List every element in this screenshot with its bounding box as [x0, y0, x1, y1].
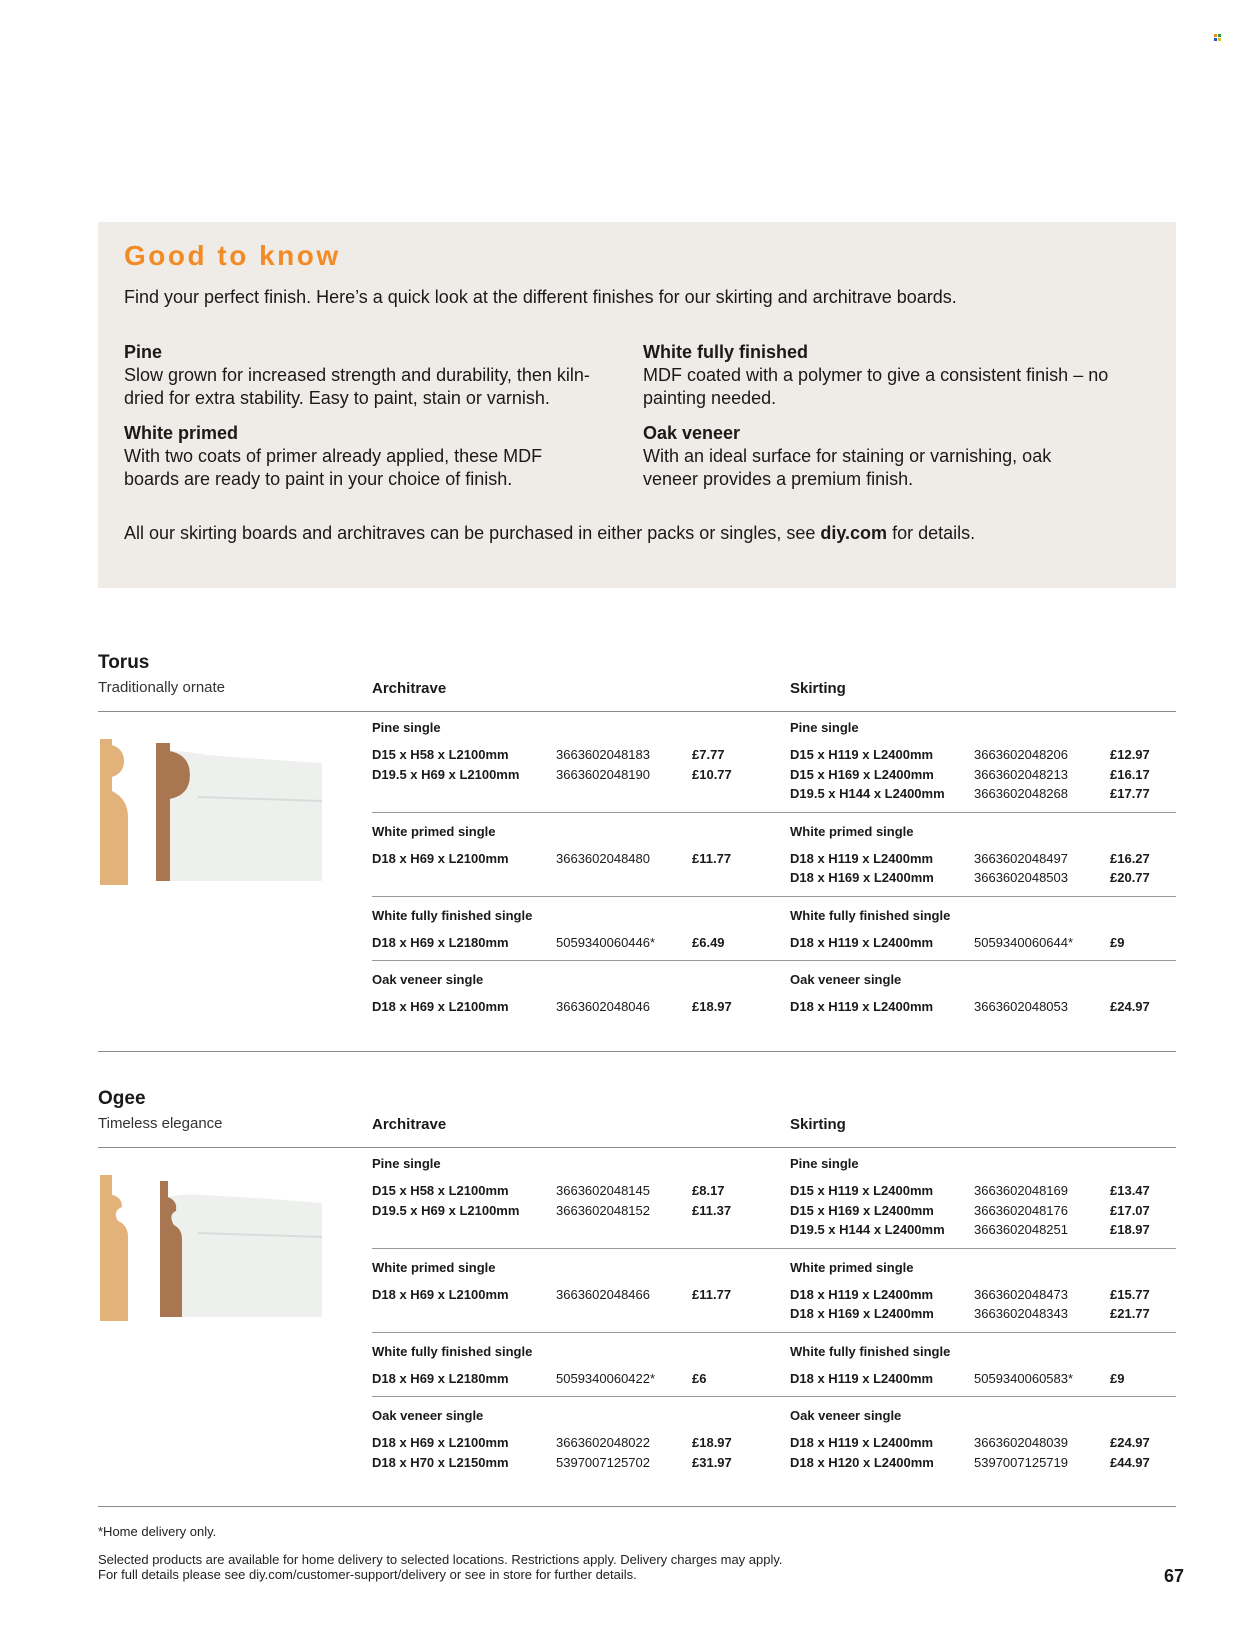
product-price: £11.77 [692, 1286, 732, 1302]
product-price: £24.97 [1110, 999, 1150, 1014]
architrave-heading: Architrave [372, 680, 447, 697]
product-price: £20.77 [1110, 870, 1150, 885]
product-price: £11.37 [692, 1202, 732, 1218]
skirting-group-heading: Pine single [790, 720, 859, 735]
product-dimensions: D15 x H58 x L2100mm [372, 1183, 509, 1198]
finish-white-primed [124, 422, 584, 491]
finish-oak-veneer [643, 422, 1083, 491]
product-price: £10.77 [692, 766, 732, 782]
product-dimensions: D19.5 x H69 x L2100mm [372, 1202, 520, 1218]
product-price: £18.97 [692, 999, 732, 1014]
product-code: 3663602048183 [556, 747, 650, 762]
skirting-group-heading: White primed single [790, 1259, 914, 1275]
product-code: 5059340060644* [974, 934, 1074, 950]
product-price: £18.97 [1110, 1222, 1150, 1237]
skirting-group-heading: Pine single [790, 1156, 859, 1171]
architrave-group-heading: Pine single [372, 1156, 441, 1171]
product-code: 3663602048480 [556, 850, 650, 866]
finish-name: Oak veneer [643, 423, 741, 443]
product-code: 3663602048466 [556, 1286, 650, 1302]
section-top-rule [98, 711, 1176, 712]
product-code: 3663602048169 [974, 1183, 1068, 1198]
profile-image [98, 1173, 324, 1328]
profile-image [98, 737, 324, 892]
product-price: £21.77 [1110, 1306, 1150, 1321]
skirting-heading: Skirting [790, 680, 846, 697]
finish-desc: Slow grown for increased strength and durability, then kiln-dried for extra stability. Easy to paint, stain or varnish. [124, 365, 590, 408]
product-dimensions: D15 x H169 x L2400mm [790, 1202, 934, 1218]
product-code: 3663602048046 [556, 999, 650, 1014]
finish-white-fully-finished [643, 341, 1113, 410]
group-divider [372, 896, 1176, 897]
section-title: Torus [98, 652, 150, 673]
section-bottom-rule [98, 1506, 1176, 1507]
product-code: 5059340060583* [974, 1370, 1074, 1386]
product-dimensions: D15 x H58 x L2100mm [372, 747, 509, 762]
product-price: £6 [692, 1370, 707, 1386]
product-code: 3663602048343 [974, 1306, 1068, 1321]
product-code: 3663602048039 [974, 1435, 1068, 1450]
section-subtitle: Traditionally ornate [98, 679, 226, 696]
product-code: 3663602048473 [974, 1286, 1068, 1302]
product-price: £15.77 [1110, 1286, 1150, 1302]
product-price: £24.97 [1110, 1435, 1150, 1450]
architrave-group-heading: White fully finished single [372, 907, 533, 923]
finish-pine [124, 341, 594, 410]
product-code: 5059340060446* [556, 934, 656, 950]
product-price: £17.77 [1110, 786, 1150, 801]
finish-name: White primed [124, 423, 239, 443]
product-code: 3663602048213 [974, 766, 1068, 782]
skirting-group-heading: White fully finished single [790, 907, 951, 923]
architrave-group-heading: Oak veneer single [372, 1408, 484, 1423]
group-divider [372, 812, 1176, 813]
product-dimensions: D15 x H119 x L2400mm [790, 747, 934, 762]
page-number: 67 [1163, 1566, 1184, 1586]
product-code: 3663602048251 [974, 1222, 1068, 1237]
group-divider [372, 960, 1176, 961]
section-title: Ogee [98, 1088, 146, 1109]
architrave-heading: Architrave [372, 1116, 447, 1133]
product-dimensions: D15 x H169 x L2400mm [790, 766, 934, 782]
product-price: £44.97 [1110, 1454, 1150, 1470]
skirting-group-heading: White fully finished single [790, 1343, 951, 1359]
product-price: £6.49 [692, 934, 725, 950]
section-top-rule [98, 1147, 1176, 1148]
product-price: £13.47 [1110, 1183, 1150, 1198]
profile-illustration [98, 1173, 324, 1323]
product-code: 5397007125702 [556, 1454, 650, 1470]
architrave-group-heading: Pine single [372, 720, 441, 735]
product-dimensions: D18 x H120 x L2400mm [790, 1454, 934, 1470]
architrave-group-heading: Oak veneer single [372, 972, 484, 987]
product-dimensions: D19.5 x H144 x L2400mm [790, 1222, 945, 1237]
group-divider [372, 1332, 1176, 1333]
product-price: £16.17 [1110, 766, 1150, 782]
product-price: £16.27 [1110, 850, 1150, 866]
product-code: 5397007125719 [974, 1454, 1068, 1470]
info-footer-text: All our skirting boards and architraves can be purchased in either packs or singles, see [124, 523, 821, 543]
product-dimensions: D18 x H119 x L2400mm [790, 850, 934, 866]
product-dimensions: D18 x H119 x L2400mm [790, 1286, 934, 1302]
diy-link[interactable]: diy.com [820, 523, 888, 543]
product-code: 3663602048176 [974, 1202, 1068, 1218]
product-dimensions: D18 x H69 x L2100mm [372, 1435, 509, 1450]
product-dimensions: D15 x H119 x L2400mm [790, 1183, 934, 1198]
architrave-group-heading: White primed single [372, 1259, 496, 1275]
product-code: 3663602048503 [974, 870, 1068, 885]
delivery-info-line-1: Selected products are available for home delivery to selected locations. Restrictions apply. Delivery charges may apply. [98, 1552, 783, 1567]
product-price: £7.77 [692, 747, 725, 762]
architrave-group-heading: White fully finished single [372, 1343, 533, 1359]
product-dimensions: D18 x H119 x L2400mm [790, 1435, 934, 1450]
product-code: 3663602048206 [974, 747, 1068, 762]
product-dimensions: D18 x H119 x L2400mm [790, 1370, 934, 1386]
product-code: 3663602048497 [974, 850, 1068, 866]
skirting-heading: Skirting [790, 1116, 846, 1133]
good-to-know-panel [98, 222, 1176, 588]
product-dimensions: D18 x H69 x L2100mm [372, 999, 509, 1014]
product-price: £8.17 [692, 1183, 725, 1198]
pine-profile-shape [100, 739, 128, 885]
skirting-group-heading: Oak veneer single [790, 972, 902, 987]
product-dimensions: D19.5 x H69 x L2100mm [372, 766, 520, 782]
product-dimensions: D18 x H70 x L2150mm [372, 1454, 509, 1470]
product-code: 5059340060422* [556, 1370, 656, 1386]
pine-profile-shape [100, 1175, 128, 1321]
product-dimensions: D18 x H119 x L2400mm [790, 999, 934, 1014]
product-code: 3663602048190 [556, 766, 650, 782]
product-code: 3663602048145 [556, 1183, 650, 1198]
product-dimensions: D18 x H169 x L2400mm [790, 870, 934, 885]
finish-desc: With two coats of primer already applied, these MDF boards are ready to paint in your choice of finish. [124, 446, 543, 489]
group-divider [372, 1248, 1176, 1249]
product-dimensions: D18 x H69 x L2100mm [372, 850, 509, 866]
delivery-info-line-2: For full details please see diy.com/customer-support/delivery or see in store for further details. [98, 1567, 637, 1582]
finish-desc: MDF coated with a polymer to give a consistent finish – no painting needed. [643, 365, 1109, 408]
product-section-ogee [98, 1088, 1176, 1488]
section-subtitle: Timeless elegance [98, 1115, 223, 1132]
skirting-group-heading: White primed single [790, 823, 914, 839]
product-price: £12.97 [1110, 747, 1150, 762]
product-code: 3663602048022 [556, 1435, 650, 1450]
info-title: Good to know [124, 240, 341, 271]
profile-illustration [98, 737, 324, 887]
white-board-shape [168, 1194, 322, 1317]
home-delivery-note: *Home delivery only. [98, 1524, 217, 1539]
white-board-shape [170, 751, 322, 881]
product-price: £31.97 [692, 1454, 732, 1470]
product-dimensions: D18 x H69 x L2180mm [372, 1370, 509, 1386]
product-dimensions: D19.5 x H144 x L2400mm [790, 786, 945, 801]
brand-logo-icon [1214, 34, 1221, 41]
finish-name: Pine [124, 342, 163, 362]
finish-name: White fully finished [643, 342, 808, 362]
group-divider [372, 1396, 1176, 1397]
finish-desc: With an ideal surface for staining or varnishing, oak veneer provides a premium finish. [643, 446, 1052, 489]
product-price: £9 [1110, 934, 1125, 950]
product-code: 3663602048152 [556, 1202, 650, 1218]
product-code: 3663602048053 [974, 999, 1068, 1014]
product-price: £11.77 [692, 850, 732, 866]
architrave-group-heading: White primed single [372, 823, 496, 839]
product-dimensions: D18 x H69 x L2100mm [372, 1286, 509, 1302]
product-section-torus [98, 652, 1176, 1052]
product-dimensions: D18 x H169 x L2400mm [790, 1306, 934, 1321]
product-price: £18.97 [692, 1435, 732, 1450]
product-price: £17.07 [1110, 1202, 1150, 1218]
product-dimensions: D18 x H119 x L2400mm [790, 934, 934, 950]
product-price: £9 [1110, 1370, 1125, 1386]
product-code: 3663602048268 [974, 786, 1068, 801]
info-footer-text-end: for details. [887, 523, 976, 543]
skirting-group-heading: Oak veneer single [790, 1408, 902, 1423]
info-intro: Find your perfect finish. Here’s a quick look at the different finishes for our skirting and architrave boards. [124, 287, 957, 307]
product-dimensions: D18 x H69 x L2180mm [372, 934, 509, 950]
section-bottom-rule [98, 1051, 1176, 1052]
info-footer [124, 523, 975, 544]
